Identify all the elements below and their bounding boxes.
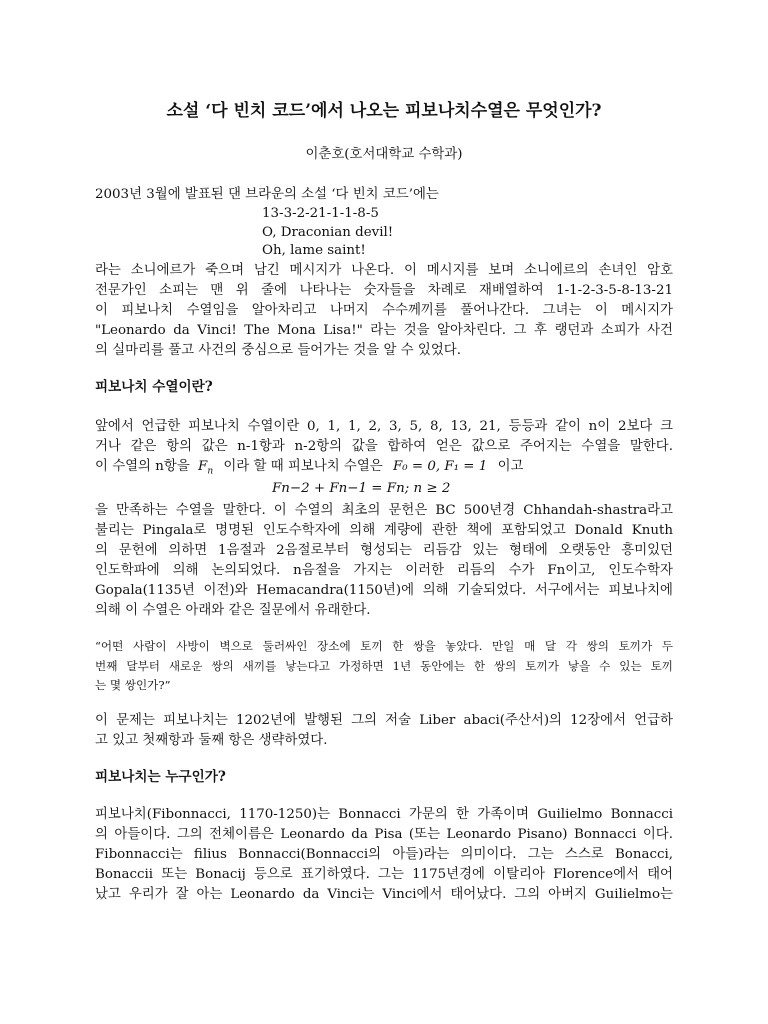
paragraph-line: Bonaccii 또는 Bonacij 등으로 표기하였다. 그는 1175년경에 이탈리아 Florence에서 태어	[95, 867, 673, 882]
paragraph-line	[95, 458, 523, 481]
recurrence-formula: Fn−2 + Fn−1 = Fn; n ≥ 2	[272, 481, 451, 496]
fn-symbol: $F_n$	[198, 459, 214, 477]
author-line: 이춘호(호서대학교 수학과)	[305, 147, 463, 162]
paragraph-line: 을 만족하는 수열을 말한다. 이 수열의 최초의 문헌은 BC 500년경 Chhandah-shastra라고	[95, 503, 673, 518]
initial-conditions: F₀ = 0, F₁ = 1	[392, 459, 488, 474]
section-heading: 피보나치는 누구인가?	[95, 769, 226, 785]
paragraph-line: 이 문제는 피보나치는 1202년에 발행된 그의 저술 Liber abaci(주산서)의 12장에서 언급하	[95, 713, 673, 728]
paragraph-line: 났고 우리가 잘 아는 Leonardo da Vinci는 Vinci에서 태어났다. 그의 아버지 Guilielmo는	[95, 887, 673, 902]
quote-line: 는 몇 쌍인가?”	[95, 678, 171, 692]
paragraph-line: 불리는 Pingala로 명명된 인도수학자에 의해 계량에 관한 책에 포함되었고 Donald Knuth	[95, 523, 673, 538]
section-heading: 피보나치 수열이란?	[95, 379, 213, 395]
paragraph-line: 앞에서 언급한 피보나치 수열이란 0, 1, 1, 2, 3, 5, 8, 13, 21, 등등과 같이 n이 2보다 크	[95, 419, 673, 434]
paragraph-line: 의 실마리를 풀고 사건의 중심으로 들어가는 것을 알 수 있었다.	[95, 343, 461, 358]
paragraph-line: 라는 소니에르가 죽으며 남긴 메시지가 나온다. 이 메시지를 보며 소니에르의 손녀인 암호	[95, 263, 673, 278]
paragraph-line: "Leonardo da Vinci! The Mona Lisa!" 라는 것을 알아차린다. 그 후 랭던과 소피가 사건	[95, 323, 673, 338]
document-title: 소설 ‘다 빈치 코드’에서 나오는 피보나치수열은 무엇인가?	[166, 101, 602, 121]
fn-suffix-text: 이고	[497, 459, 524, 474]
quote-line: 번째 달부터 새로운 쌍의 새끼를 낳는다고 가정하면 1년 동안에는 한 쌍의 토끼가 낳을 수 있는 토끼	[95, 659, 673, 673]
paragraph-line: Gopala(1135년 이전)와 Hemacandra(1150년)에 의해 기술되었다. 서구에서는 피보나치에	[95, 583, 673, 598]
paragraph-line: 고 있고 첫째항과 둘째 항은 생략하였다.	[95, 733, 328, 748]
paragraph-line: 전문가인 소피는 맨 위 줄에 나타나는 숫자들을 차례로 재배열하여 1-1-2-3-5-8-13-21	[95, 283, 673, 298]
fn-middle-text: 이라 할 때 피보나치 수열은	[223, 459, 383, 474]
paragraph-line: 거나 같은 항의 값은 n-1항과 n-2항의 값을 합하여 얻은 값으로 주어지는 수열을 말한다.	[95, 439, 673, 454]
quote-line: “어떤 사람이 사방이 벽으로 둘러싸인 장소에 토끼 한 쌍을 놓았다. 만일 매 달 각 쌍의 토끼가 두	[95, 639, 673, 653]
paragraph-line: 의 문헌에 의하면 1음절과 2음절로부터 형성되는 리듬감 있는 형태에 오랫동안 흥미있던	[95, 543, 673, 558]
anagram-line: Oh, lame saint!	[262, 243, 366, 258]
paragraph-line: Fibonnacci는 filius Bonnacci(Bonnacci의 아들)라는 의미이다. 그는 스스로 Bonacci,	[95, 847, 673, 862]
paragraph-line: 이 피보나치 수열임을 알아차리고 나머지 수수께끼를 풀어나간다. 그녀는 이 메시지가	[95, 303, 673, 318]
paragraph-line: 의해 이 수열은 아래와 같은 질문에서 유래한다.	[95, 603, 371, 618]
anagram-line: O, Draconian devil!	[262, 225, 394, 240]
code-sequence: 13-3-2-21-1-1-8-5	[262, 206, 379, 221]
intro-lead: 2003년 3월에 발표된 댄 브라운의 소설 ‘다 빈치 코드’에는	[95, 187, 439, 202]
paragraph-line: 의 아들이다. 그의 전체이름은 Leonardo da Pisa (또는 Leonardo Pisano) Bonnacci 이다.	[95, 827, 673, 842]
paragraph-line: 인도학파에 의해 논의되었다. n음절을 가지는 이러한 리듬의 수가 Fn이고, 인도수학자	[95, 563, 673, 578]
fn-intro-text: 이 수열의 n항을	[95, 459, 190, 474]
paragraph-line: 피보나치(Fibonnacci, 1170-1250)는 Bonnacci 가문의 한 가족이며 Guilielmo Bonnacci	[95, 807, 673, 822]
